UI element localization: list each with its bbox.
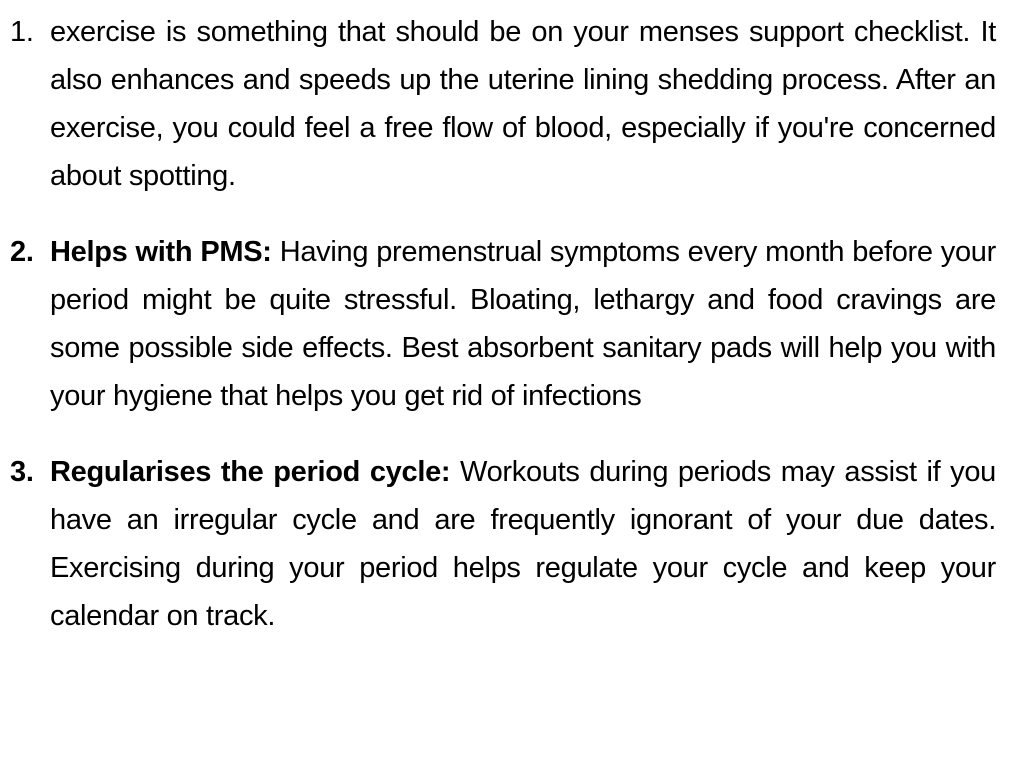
list-item-text: Workouts during periods may assist if you have an irregular cycle and are frequently ignorant of your due dates. Exercising during your period helps regulate your cycle and keep your calendar on track. [50, 456, 996, 632]
list-item-1 [10, 8, 996, 200]
numbered-list [10, 8, 996, 640]
list-item-3 [10, 448, 996, 640]
list-item-text: Having premenstrual symptoms every month before your period might be quite stressful. Bloating, lethargy and food cravings are some possible side effects. Best absorbent sanitary pads will help you with your hygiene that helps you get rid of infections [50, 236, 996, 412]
list-item-number: 2. [10, 236, 34, 268]
list-item-text: exercise is something that should be on your menses support checklist. It also enhances and speeds up the uterine lining shedding process. After an exercise, you could feel a free flow of blood, especially if you're concerned about spotting. [50, 16, 996, 192]
list-item-heading: Regularises the period cycle: [50, 456, 451, 488]
list-item-number: 3. [10, 456, 34, 488]
list-item-2 [10, 228, 996, 420]
list-item-number: 1. [10, 16, 34, 48]
list-item-heading: Helps with PMS: [50, 236, 272, 268]
